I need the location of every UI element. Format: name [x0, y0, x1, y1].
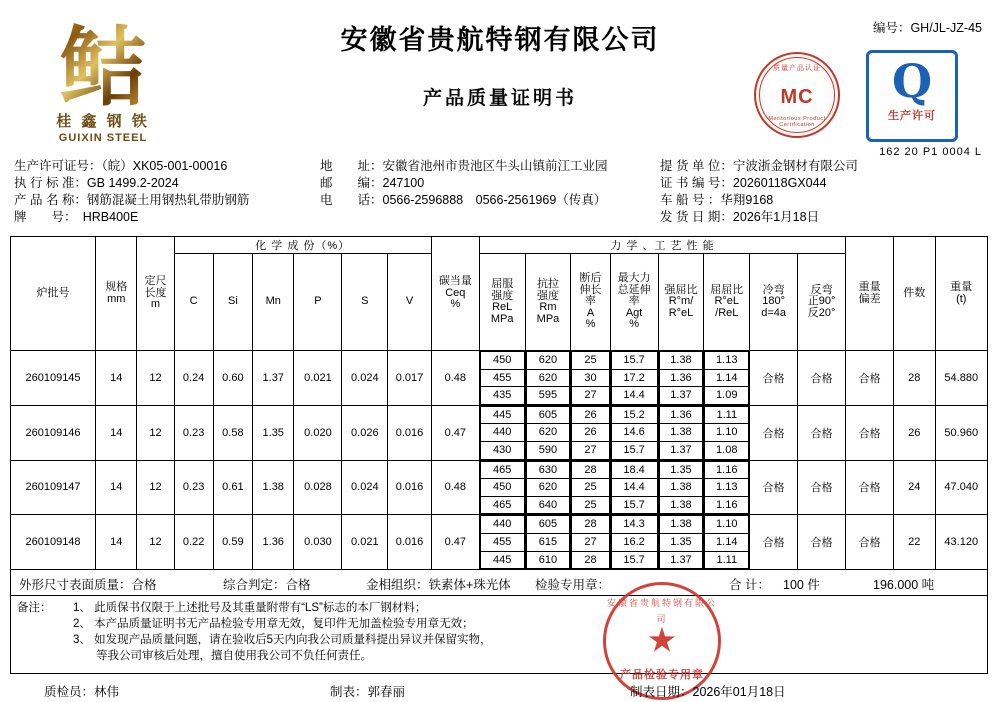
note-item: 等我公司审核后处理，擅自使用我公司不负任何责任。	[73, 650, 372, 663]
cell-yr-line: 1.10	[705, 516, 749, 534]
cell-c: 0.24	[174, 351, 213, 406]
q-license-seal	[866, 50, 958, 142]
cell-sr	[658, 405, 704, 460]
cell-yr-line: 1.13	[705, 479, 749, 497]
cell-sr	[658, 460, 704, 515]
cell-rm	[525, 460, 571, 515]
cell-agt-line: 15.7	[611, 551, 657, 569]
info-column-left	[14, 158, 249, 226]
cell-rebend: 合格	[798, 351, 846, 406]
license-no: 生产许可证号：（皖）XK05-001-00016	[14, 159, 228, 173]
cell-heat-no: 260109148	[11, 515, 96, 570]
cell-rm-line: 620	[526, 352, 570, 370]
address: 地 址：安徽省池州市贵池区牛头山镇前江工业园	[320, 159, 608, 173]
col-ceq: 碳当量 Ceq %	[431, 237, 479, 351]
cell-mn: 1.38	[253, 460, 294, 515]
table-row	[11, 515, 988, 570]
cell-agt-line: 15.7	[611, 352, 657, 370]
cell-a-line: 28	[572, 551, 609, 569]
cell-agt-line: 15.7	[611, 496, 657, 514]
table-row	[11, 351, 988, 406]
cell-agt-line: 18.4	[611, 461, 657, 479]
cell-weight: 50.960	[935, 405, 987, 460]
col-mn: Mn	[253, 254, 294, 351]
cell-weight-deviation: 合格	[846, 405, 894, 460]
mc-seal-bottom-text: Meritorious Product Certification	[768, 116, 826, 128]
cell-yr-line: 1.09	[705, 387, 749, 405]
cell-cold-bend: 合格	[750, 405, 798, 460]
cell-rebend: 合格	[798, 405, 846, 460]
cell-rel-line: 440	[480, 424, 524, 442]
cell-yr-line: 1.13	[705, 352, 749, 370]
group-mechanical: 力 学 、工 艺 性 能	[479, 237, 845, 254]
col-weight-deviation: 重量 偏差	[846, 237, 894, 351]
info-column-right	[660, 158, 858, 226]
cell-weight: 47.040	[935, 460, 987, 515]
col-rebend: 反弯 正90° 反20°	[798, 254, 846, 351]
cell-cold-bend: 合格	[750, 515, 798, 570]
cell-a	[571, 515, 610, 570]
cell-rm-line: 610	[526, 551, 570, 569]
cell-sr-line: 1.37	[659, 551, 703, 569]
cell-v: 0.016	[388, 460, 432, 515]
col-strength-ratio: 强屈比 R°m/ R°eL	[658, 254, 704, 351]
cell-rm-line: 640	[526, 496, 570, 514]
col-yield-ratio: 屈屈比 R°eL /ReL	[704, 254, 750, 351]
cell-c: 0.23	[174, 460, 213, 515]
seal-bottom-text: 产品检验专用章	[620, 669, 704, 682]
table-row	[11, 405, 988, 460]
issue-date: 发 货 日 期：2026年1月18日	[660, 210, 820, 224]
cell-v: 0.017	[388, 351, 432, 406]
cell-yr-line: 1.16	[705, 461, 749, 479]
cell-p: 0.030	[294, 515, 342, 570]
cell-rel	[479, 351, 525, 406]
col-rm: 抗拉 强度 Rm MPa	[525, 254, 571, 351]
summary-surface: 外形尺寸表面质量：合格	[19, 578, 157, 593]
cell-agt-line: 17.2	[611, 369, 657, 387]
cell-ceq: 0.47	[431, 405, 479, 460]
cell-rebend: 合格	[798, 515, 846, 570]
q-seal-letter: Q	[891, 54, 933, 108]
cell-agt-line: 14.3	[611, 516, 657, 534]
cell-sr-line: 1.36	[659, 406, 703, 424]
cell-rm-line: 615	[526, 533, 570, 551]
cell-yr-line: 1.14	[705, 369, 749, 387]
col-agt: 最大力 总延伸 率 Agt %	[610, 254, 658, 351]
cell-agt-line: 16.2	[611, 533, 657, 551]
cell-weight-deviation: 合格	[846, 460, 894, 515]
cell-heat-no: 260109145	[11, 351, 96, 406]
col-length: 定尺 长度 m	[137, 237, 174, 351]
barcode-number: 162 20 P1 0004 L	[879, 146, 982, 158]
cell-sr	[658, 351, 704, 406]
cell-yr-line: 1.16	[705, 496, 749, 514]
cell-rel-line: 450	[480, 479, 524, 497]
cell-s: 0.024	[342, 351, 388, 406]
cell-a-line: 25	[572, 479, 609, 497]
document-title: 产品质量证明书	[422, 88, 577, 109]
cell-sr-line: 1.37	[659, 387, 703, 405]
cell-c: 0.22	[174, 515, 213, 570]
cell-spec: 14	[96, 351, 137, 406]
table-row	[11, 460, 988, 515]
cell-pieces: 28	[894, 351, 935, 406]
cell-rel-line: 430	[480, 441, 524, 459]
company-title: 安徽省贵航特钢有限公司	[340, 25, 660, 56]
cell-yr-line: 1.10	[705, 424, 749, 442]
cell-agt-line: 15.7	[611, 441, 657, 459]
col-heat-no: 炉批号	[11, 237, 96, 351]
cell-a-line: 25	[572, 352, 609, 370]
cell-rm-line: 595	[526, 387, 570, 405]
cell-a	[571, 460, 610, 515]
col-spec: 规格 mm	[96, 237, 137, 351]
cell-sr-line: 1.37	[659, 441, 703, 459]
cell-weight: 54.880	[935, 351, 987, 406]
cell-pieces: 22	[894, 515, 935, 570]
cell-rel-line: 455	[480, 369, 524, 387]
certificate-no: 证 书 编 号：20260118GX044	[660, 176, 827, 190]
cell-rebend: 合格	[798, 460, 846, 515]
cell-rm	[525, 405, 571, 460]
footer-inspector: 质检员：林伟	[44, 685, 120, 700]
cell-s: 0.021	[342, 515, 388, 570]
cell-agt	[610, 405, 658, 460]
company-logo	[28, 17, 178, 152]
summary-total-label: 合 计：	[729, 578, 770, 593]
mc-seal-letters: MC	[780, 86, 814, 108]
cell-a-line: 28	[572, 516, 609, 534]
cell-weight-deviation: 合格	[846, 351, 894, 406]
cell-yr-line: 1.11	[705, 551, 749, 569]
cell-yr-line: 1.08	[705, 441, 749, 459]
customer: 提 货 单 位：宁波浙金钢材有限公司	[660, 159, 858, 173]
notes-label: 备注：	[17, 602, 52, 615]
summary-inspection-stamp-label: 检验专用章：	[535, 578, 611, 593]
cell-a-line: 27	[572, 441, 609, 459]
footer-row	[10, 678, 988, 702]
col-cold-bend: 冷弯 180° d=4a	[750, 254, 798, 351]
cell-mn: 1.37	[253, 351, 294, 406]
cell-cold-bend: 合格	[750, 351, 798, 406]
cell-agt	[610, 460, 658, 515]
cell-rel	[479, 460, 525, 515]
cell-weight: 43.120	[935, 515, 987, 570]
star-icon: ★	[646, 621, 678, 660]
cell-rm-line: 605	[526, 516, 570, 534]
mc-seal-top-text: 质量产品认证	[773, 65, 821, 72]
cell-ceq: 0.48	[431, 351, 479, 406]
col-rel: 屈服 强度 ReL MPa	[479, 254, 525, 351]
cell-rm	[525, 351, 571, 406]
cell-sr-line: 1.38	[659, 516, 703, 534]
logo-name-cn: 桂 鑫 钢 铁	[56, 113, 150, 130]
logo-mark-icon: 鲒	[28, 22, 178, 114]
note-item: 2、 本产品质量证明书无产品检验专用章无效，复印件无加盖检验专用章无效；	[73, 618, 474, 631]
cell-rel	[479, 405, 525, 460]
col-si: Si	[213, 254, 252, 351]
summary-total-pieces: 100 件	[783, 578, 820, 593]
cell-sr-line: 1.38	[659, 496, 703, 514]
cell-rel-line: 465	[480, 496, 524, 514]
summary-total-weight: 196.000 吨	[873, 578, 935, 593]
col-p: P	[294, 254, 342, 351]
cell-rm-line: 605	[526, 406, 570, 424]
cell-a-line: 27	[572, 387, 609, 405]
cell-agt-line: 15.2	[611, 406, 657, 424]
cell-sr-line: 1.35	[659, 533, 703, 551]
info-column-middle	[320, 158, 608, 209]
cell-agt	[610, 351, 658, 406]
note-item: 3、 如发现产品质量问题，请在验收后5天内向我公司质量科提出异议并保留实物，	[73, 634, 492, 647]
cell-p: 0.028	[294, 460, 342, 515]
table-group-header-row	[11, 237, 988, 254]
footer-maker: 制表：郭春丽	[330, 685, 406, 700]
cell-v: 0.016	[388, 515, 432, 570]
cell-rel-line: 450	[480, 352, 524, 370]
summary-metallography: 金相组织：铁素体+珠光体	[366, 578, 511, 593]
summary-row	[10, 570, 988, 596]
cell-sr-line: 1.35	[659, 461, 703, 479]
cell-ceq: 0.47	[431, 515, 479, 570]
cell-rel-line: 445	[480, 551, 524, 569]
quality-table	[10, 236, 988, 570]
cell-sr	[658, 515, 704, 570]
cell-si: 0.58	[213, 405, 252, 460]
cell-a-line: 25	[572, 496, 609, 514]
cell-length: 12	[137, 515, 174, 570]
cell-length: 12	[137, 460, 174, 515]
cell-a-line: 26	[572, 424, 609, 442]
vehicle-no: 车 船 号 ：华翔9168	[660, 193, 774, 207]
col-a: 断后 伸长 率 A %	[571, 254, 610, 351]
cell-rel-line: 445	[480, 406, 524, 424]
document-header	[10, 6, 990, 156]
cell-c: 0.23	[174, 405, 213, 460]
notes-list	[17, 600, 981, 664]
note-item: 1、 此质保书仅限于上述批号及其重量附带有“LS”标志的本厂钢材料；	[73, 602, 427, 615]
cell-a	[571, 351, 610, 406]
cell-s: 0.024	[342, 460, 388, 515]
telephone: 电 话：0566-2596888 0566-2561969（传真）	[320, 193, 607, 207]
col-s: S	[342, 254, 388, 351]
summary-overall: 综合判定：合格	[223, 578, 311, 593]
cell-spec: 14	[96, 515, 137, 570]
cell-si: 0.61	[213, 460, 252, 515]
cell-v: 0.016	[388, 405, 432, 460]
cell-sr-line: 1.38	[659, 479, 703, 497]
logo-name-en: GUIXIN STEEL	[58, 132, 148, 144]
cell-agt	[610, 515, 658, 570]
cell-sr-line: 1.36	[659, 369, 703, 387]
cell-agt-line: 14.4	[611, 387, 657, 405]
standard: 执 行 标 准：GB 1499.2-2024	[14, 176, 179, 190]
document-code: 编号：GH/JL-JZ-45	[872, 21, 982, 35]
cell-rm-line: 590	[526, 441, 570, 459]
col-v: V	[388, 254, 432, 351]
cell-a-line: 27	[572, 533, 609, 551]
cell-yr-line: 1.14	[705, 533, 749, 551]
cell-agt-line: 14.6	[611, 424, 657, 442]
cell-pieces: 24	[894, 460, 935, 515]
cell-agt-line: 14.4	[611, 479, 657, 497]
cell-rel-line: 455	[480, 533, 524, 551]
cell-rel-line: 435	[480, 387, 524, 405]
cell-s: 0.026	[342, 405, 388, 460]
cell-rel-line: 465	[480, 461, 524, 479]
q-seal-license-text: 生产许可	[888, 110, 936, 122]
cell-spec: 14	[96, 460, 137, 515]
footer-date: 制表日期：2026年01月18日	[630, 685, 786, 700]
cell-a	[571, 405, 610, 460]
cell-yr	[704, 460, 750, 515]
product-name: 产 品 名 称：钢筋混凝土用钢热轧带肋钢筋	[14, 193, 250, 207]
notes-block	[10, 596, 988, 682]
cell-ceq: 0.48	[431, 460, 479, 515]
cell-si: 0.60	[213, 351, 252, 406]
cell-p: 0.020	[294, 405, 342, 460]
cell-sr-line: 1.38	[659, 352, 703, 370]
cell-rm-line: 620	[526, 479, 570, 497]
cell-a-line: 26	[572, 406, 609, 424]
cell-length: 12	[137, 405, 174, 460]
table-body	[11, 351, 988, 570]
col-c: C	[174, 254, 213, 351]
cell-sr-line: 1.38	[659, 424, 703, 442]
mc-certification-seal	[754, 52, 840, 138]
group-chemical: 化 学 成 份（%）	[174, 237, 431, 254]
cell-heat-no: 260109147	[11, 460, 96, 515]
cell-yr	[704, 405, 750, 460]
cell-rm-line: 620	[526, 369, 570, 387]
cell-rm-line: 630	[526, 461, 570, 479]
cell-yr-line: 1.11	[705, 406, 749, 424]
grade: 牌 号： HRB400E	[14, 210, 139, 224]
cell-spec: 14	[96, 405, 137, 460]
cell-rm-line: 620	[526, 424, 570, 442]
cell-weight-deviation: 合格	[846, 515, 894, 570]
cell-pieces: 26	[894, 405, 935, 460]
col-pieces: 件数	[894, 237, 935, 351]
cell-length: 12	[137, 351, 174, 406]
postcode: 邮 编：247100	[320, 176, 425, 190]
cell-a-line: 28	[572, 461, 609, 479]
cell-yr	[704, 351, 750, 406]
cell-rel-line: 440	[480, 516, 524, 534]
info-block	[10, 158, 990, 234]
col-weight: 重量 (t)	[935, 237, 987, 351]
cell-yr	[704, 515, 750, 570]
cell-mn: 1.36	[253, 515, 294, 570]
cell-cold-bend: 合格	[750, 460, 798, 515]
cell-p: 0.021	[294, 351, 342, 406]
seal-top-text: 安徽省贵航特钢有限公司	[606, 598, 717, 625]
cell-a-line: 30	[572, 369, 609, 387]
cell-rel	[479, 515, 525, 570]
cell-mn: 1.35	[253, 405, 294, 460]
cell-rm	[525, 515, 571, 570]
cell-si: 0.59	[213, 515, 252, 570]
cell-heat-no: 260109146	[11, 405, 96, 460]
